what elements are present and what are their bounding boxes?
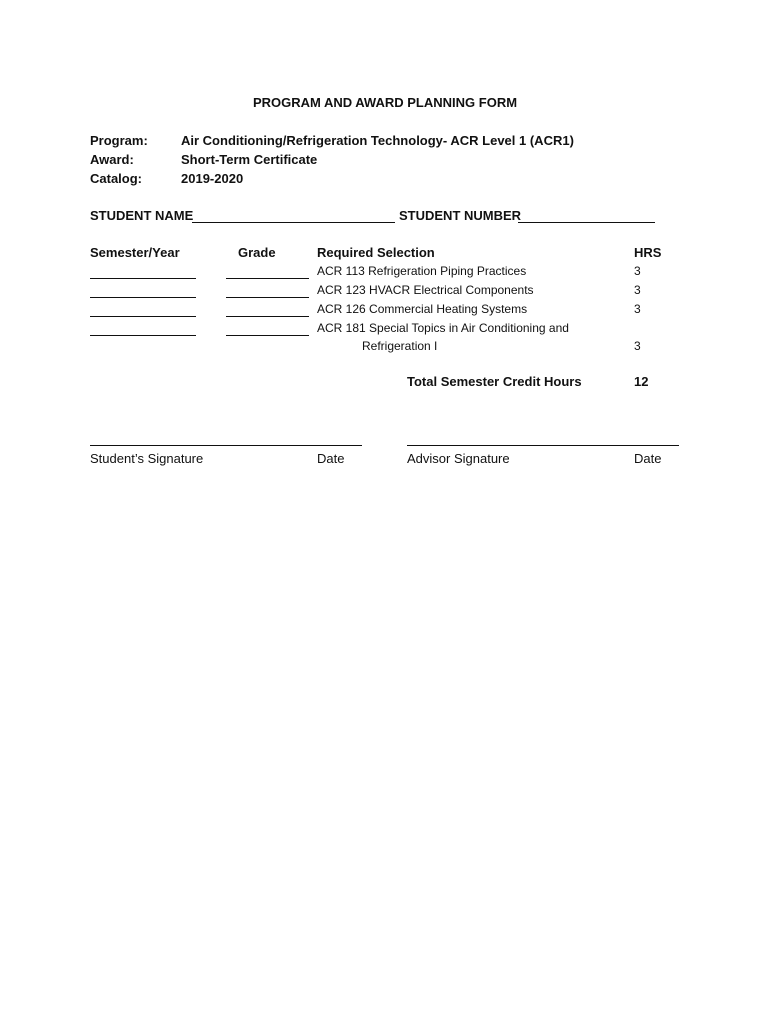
page-title: PROGRAM AND AWARD PLANNING FORM (252, 95, 518, 110)
course-name: ACR 181 Special Topics in Air Conditioning and (317, 321, 569, 335)
student-name-label: STUDENT NAME (90, 208, 194, 223)
course-hrs: 3 (634, 283, 641, 297)
hrs-header: HRS (634, 245, 662, 260)
course-hrs: 3 (634, 339, 641, 353)
semester-year-field[interactable] (90, 278, 196, 279)
required-selection-header: Required Selection (317, 245, 435, 260)
program-value: Air Conditioning/Refrigeration Technology- ACR Level 1 (ACR1) (181, 133, 574, 148)
student-date-label: Date (317, 451, 345, 466)
award-label: Award: (90, 152, 134, 167)
grade-field[interactable] (226, 335, 309, 336)
course-name-continued: Refrigeration I (362, 339, 438, 353)
grade-header: Grade (238, 245, 276, 260)
program-label: Program: (90, 133, 148, 148)
total-credit-hours-label: Total Semester Credit Hours (407, 374, 582, 389)
course-name: ACR 113 Refrigeration Piping Practices (317, 264, 527, 278)
student-number-field[interactable] (518, 222, 655, 223)
total-credit-hours-value: 12 (634, 374, 649, 389)
student-signature-line[interactable] (90, 445, 362, 446)
award-value: Short-Term Certificate (181, 152, 318, 167)
course-name: ACR 126 Commercial Heating Systems (317, 302, 528, 316)
grade-field[interactable] (226, 278, 309, 279)
semester-year-field[interactable] (90, 316, 196, 317)
student-name-field[interactable] (192, 222, 395, 223)
course-name: ACR 123 HVACR Electrical Components (317, 283, 534, 297)
catalog-label: Catalog: (90, 171, 142, 186)
grade-field[interactable] (226, 297, 309, 298)
semester-year-field[interactable] (90, 297, 196, 298)
advisor-signature-line[interactable] (407, 445, 679, 446)
student-number-label: STUDENT NUMBER (399, 208, 522, 223)
advisor-signature-label: Advisor Signature (407, 451, 510, 466)
semester-year-field[interactable] (90, 335, 196, 336)
student-signature-label: Student’s Signature (90, 451, 204, 466)
advisor-date-label: Date (634, 451, 662, 466)
catalog-value: 2019-2020 (181, 171, 244, 186)
course-hrs: 3 (634, 302, 641, 316)
course-hrs: 3 (634, 264, 641, 278)
semester-year-header: Semester/Year (90, 245, 180, 260)
grade-field[interactable] (226, 316, 309, 317)
